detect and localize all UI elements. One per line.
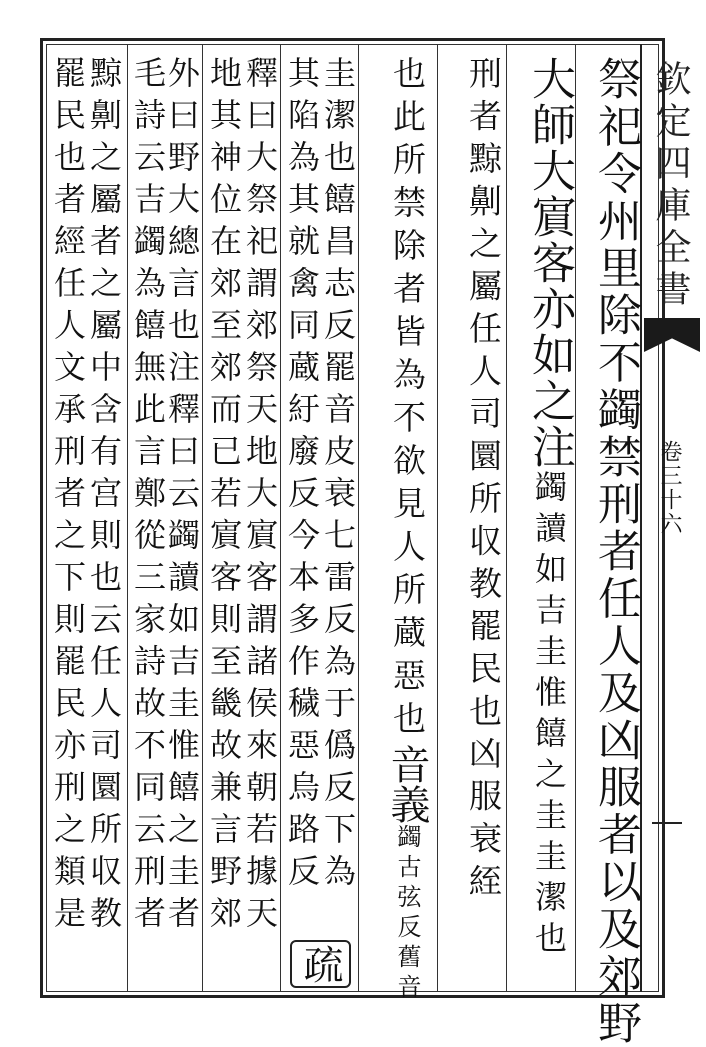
commentary-subcolumn: 罷民也者經任人文承刑者之下則罷民亦刑之類是 <box>49 56 87 938</box>
commentary-subcolumn: 外曰野大總言也注釋曰云蠲讀如吉圭惟饎之圭者 <box>163 56 201 938</box>
commentary-subcolumn: 其陷為其就禽同蔵紆廢反今本多作穢惡烏路反 <box>283 56 321 896</box>
commentary-subcolumn: 地其神位在郊至郊而已若賔客則至畿故兼言野郊 <box>205 56 243 938</box>
column-rule <box>280 44 281 992</box>
text-column-3 <box>442 56 504 976</box>
column-rule <box>358 44 359 992</box>
text-column-4 <box>362 56 436 1004</box>
text-column-2 <box>510 56 574 976</box>
text-column-5 <box>283 56 358 984</box>
column-rule <box>506 44 507 992</box>
main-text: 祭祀令州里除不蠲禁刑者任人及凶服者以及郊野 <box>590 56 641 1047</box>
column-rule <box>575 44 576 992</box>
column-rule <box>437 44 438 992</box>
volume-number: 卷三十六 <box>657 440 682 536</box>
column-rule <box>202 44 203 992</box>
column-rule <box>127 44 128 992</box>
yinyi-marker: 音義 <box>384 744 430 824</box>
commentary-subcolumn: 圭潔也饎昌志反罷音皮衰七雷反為于僞反下為 <box>319 56 357 896</box>
commentary-text: 刑者黥劓之屬任人司圜所収教罷民也凶服衰絰 <box>464 56 503 906</box>
commentary-subcolumn: 黥劓之屬者之屬中含有宫則也云任人司圜所収教 <box>85 56 123 938</box>
main-text: 大師大賔客亦如之注 <box>524 56 575 470</box>
book-title: 欽定四庫全書 <box>650 60 691 312</box>
text-column-1 <box>580 56 641 1047</box>
text-column-8 <box>50 56 126 976</box>
commentary-text: 也此所禁除者皆為不欲見人所蔵惡也 <box>388 56 427 744</box>
commentary-subcolumn: 釋曰大祭祀謂郊祭天地大賔客謂諸侯來朝若據天 <box>241 56 279 938</box>
pronunciation-note: 蠲古弦反舊音 <box>393 824 421 1004</box>
shu-marker: 疏 <box>290 936 351 988</box>
text-column-7 <box>130 56 202 976</box>
edge-tick <box>652 822 682 824</box>
text-column-6 <box>206 56 280 976</box>
commentary-text: 蠲讀如吉圭惟饎之圭圭潔也 <box>530 470 568 962</box>
commentary-subcolumn: 毛詩云吉蠲為饎無此言鄭從三家詩故不同云刑者 <box>129 56 167 938</box>
